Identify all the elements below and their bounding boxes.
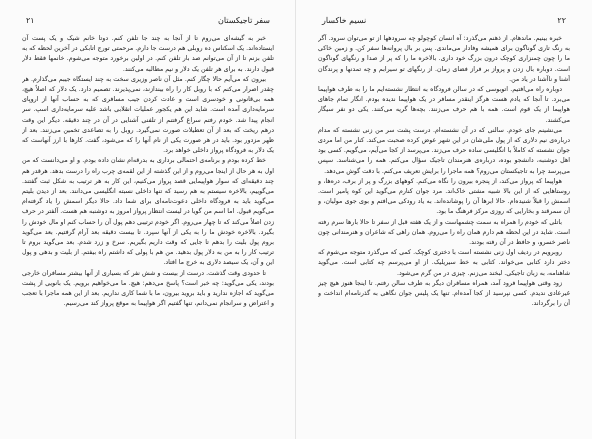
paragraph: بیرون که می‌آیم حالا چگار کنم. مثل آن ناصر وزیری سخت به چند ایستگاه جیبم می‌گذارم. هر چقدر اصرار می‌کنم که با روبل کار را راه بیندازند، نمی‌پذیرند. تصمیم دارد. یک دلار که اصلاً هیچ، همه بی‌قانونی و خودسری است و عادت کردن جیب مسافری که به حساب آنها از اروپای سرمایه‌داری آمده است. شاید این هم یکجور عملیات انقلابی باشد علیه سرمایه‌داری اسپ. سر انجام پیدا شد. خودم رفتم سراغ گرفتنم از تلفنی آشنایی در آن در چند دقیقه. دیگر این وقت درهم ریخت که بعد از آن تعطیلات صورت نمی‌گیرد. روبل را به تصاعدی تخمین می‌زنند. بعد از ظهر مزدور بود. باید در هر صورت یکی از نام آنها را که می‌شود، گفت. کارها با ارز آنهاست که یک دلار به فرودگاه پرواز داخلی خواهد برد. bbox=[22, 75, 274, 155]
page-number: ۲۱ bbox=[26, 16, 35, 25]
left-page-body bbox=[22, 34, 274, 433]
paragraph: می‌نشینم جای خودم. سالنی که در آن نشسته‌ام. درست پشت سر من زنی نشسته که مدام درباره‌ی نیم دلاری که از پول ملی‌شان در این شهر عوض کرده صحبت می‌کند. کنار من اما مردی جوان نشسته که کاملاً با انگلیسی ساده حرف می‌زند. می‌پرسد از کجا می‌آیم، می‌گویم. کسی بود اهل دوشنبه، دانشجو بوده، درباره‌ی هنرمندان تاجیک سؤال می‌کنم. همه را می‌شناسد. سپس می‌پرسد چرا به تاجیکستان می‌روم؟ همه ماجرا را برایش تعریف می‌کنم. با دقت گوش می‌دهد. bbox=[318, 126, 570, 175]
paragraph: دوباره راه می‌افتیم. اتوبوسی که در سالن فرودگاه به انتظار نشسته‌ایم ما را به طرف هواپیما می‌برد. تا آنجا که یادم هست هرگز اینقدر مسافر در یک هواپیما ندیده بودم. انگار تمام جاهای هواپیما از یک قوم است. همه با هم حرف می‌زنند. بچه‌ها گریه می‌کنند. یکی دو نفر سیگار می‌کشند. bbox=[318, 86, 570, 124]
paragraph: تا حدودی وقت گذشت. درست از بیست و شش نفر که بسیاری از آنها بیشتر مسافران خارجی بودند، یکی می‌گوید: چه خبر است؟ پاسخ می‌دهم: هیچ. ما می‌خواهیم برویم. یک بانویی از پشت می‌گوید که اجازه ندارید و باید بروید بیرون، ما با شما کاری نداریم. بعد از این همه ماجرا با تعجب و اعتراض و سرانجام نمی‌دانم، تنها گفتیم اگر هواپیما به موقع پرواز کند می‌رسیم. bbox=[22, 269, 274, 308]
paragraph: هواپیما که پرواز می‌کند، از پنجره بیرون را نگاه می‌کنم. کوههای بزرگ و پر از برف، دره‌ها، و روستاهایی که از این بالا شبیه مشتی خاک‌اند. مرد جوان کنارم می‌گوید این کوه پامیر است. اسمش را قبلاً شنیده‌ام. حالا ابرها آن را پوشانده‌اند. به یاد رودکی می‌افتم و بوی جوی مولیان، و آن سمرقند و بخارایی که روزی مرکز فرهنگ ما بود. bbox=[318, 177, 570, 216]
right-page bbox=[296, 0, 592, 439]
right-page-header bbox=[322, 14, 566, 28]
paragraph: باتلی که خودم را همراه به سمت چشمهاست و از یک هفته قبل از سفر تا حالا بارها سرم رفته است. شاید در این لحظه هم دارم همان راه را می‌روم. همان راهی که شاعران و هنرمندانی چون ناصر خسرو، و حافظ در آن رفته بودند. bbox=[318, 218, 570, 247]
paragraph: خبره بینیم. ماندهام. از ذهنم می‌گذرد: آه انسان کوچولو چه سرودهها از تو می‌توان سرود. آگر به رنگ تاری گوناگون برای همیشه وفادار می‌ماندی. پس بر بال پروانه‌ها سفر کن. و زمین خاکی ما را چون چمنزاری کوچک درون بزرگ خود داری. بالاخره ما را که پر از صدا و رنگهای گوناگون است. دوباره بال زدن و پرواز بر فراز فضای زمان. از رنگهای تو سیرابم و چه تمدنها و پرندگان آشنا و ناآشنا در یاد من. bbox=[318, 35, 570, 83]
running-title: سفر تاجیکستان bbox=[217, 16, 270, 25]
right-page-body bbox=[318, 34, 570, 433]
paragraph: روبرویم در ردیف اول زنی نشسته است با دختری کوچک. کمی که می‌گذرد متوجه می‌شوم که دختر دارد کتابی می‌خواند. کتابی به خط سیریلیک. از او می‌پرسم چه کتابی است. می‌گوید شاهنامه، به زبان تاجیکی. لبخند می‌زنم. چیزی در من گرم می‌شود. bbox=[318, 249, 570, 277]
running-title: نسیم خاکسار bbox=[322, 16, 367, 25]
paragraph: زود وقتی هواپیما فرود آمد، همراه مسافران دیگر به طرف سالن رفتم. تا اینجا هنوز هیچ چیز غیرعادی ندیدم. کسی نپرسید از کجا آمده‌ام. تنها یک پلیس جوان نگاهی به گذرنامه‌ام انداخت و آن را برگرداند. bbox=[318, 279, 570, 308]
left-page-header bbox=[26, 14, 270, 28]
page-number: ۲۲ bbox=[557, 16, 566, 25]
paragraph: خط کرده بودم و برنامه‌ی احتمالی برداری به بدرقه‌ام نشان داده بودم. و او می‌دانست که من اول به هر حال از اینجا می‌روم و از این گذشته از این لقمه‌ی چرب راه را درست بدهد. هرقدر هم چند دقیقه‌ای که سوار هواپیمایی قصد پرواز می‌کنیم، این کار به هر ترتیب به شکل ثبت گفتند. می‌گوییم، بالاخره سیستم به هم رسید که تنها داخلی نسبته انگلیسی می‌دانند. بعد از دیدن بلیتم می‌گوید باید به فرودگاه داخلی دعوت‌نامه‌ای برای شما داد. حالا دیگر اسمش را یاد گرفته‌ام می‌گویم قبول. اما اسم من گویا در لیست انتظار پرواز امروز به دوشنبه هم هست. آلفتر در حرف زدن اصلاً می‌کند که تا چهار می‌روم. اگر خودم ترتیبی دهم پول آن را حساب کنم او مال خودش را بگیرد. بالاخره خودش ما را به یکی از آنها سپرد. تا بیست دقیقه بعد آرام گرفتیم. بعد می‌گوید بروم پول بلیت را بدهم تا جایی که وقت داریم بگیریم. سرخ و زرد شدم. بعد می‌گوید بروم تا ترتیب کار را به من به دلار پول بدهید. من هم با پولی که داشتم راه بیفتم. از بلیت و بدهی و پول این و آن، یک سیصد دلاری به خرج ما افتاد. bbox=[22, 157, 274, 267]
paragraph: خبر به گیشه‌ای می‌روم تا از آنجا به چند جا تلفن کنم. دوتا خانم شیک و یک پست آن ایستاده‌اند. یک اسکناس ده روبلی هم درست جا دارم. مرحمتی تورج اتابکی در آخرین لحظه که به تلفن بزنم تا از آن می‌توانم صد بار تلفن کنم. در اولین برخورد متوجه می‌شوم. خانمها فقط دلار قبول دارند. به برای هر تلفن یک دلار و نیم مطالبه می‌کنند. bbox=[22, 35, 274, 73]
